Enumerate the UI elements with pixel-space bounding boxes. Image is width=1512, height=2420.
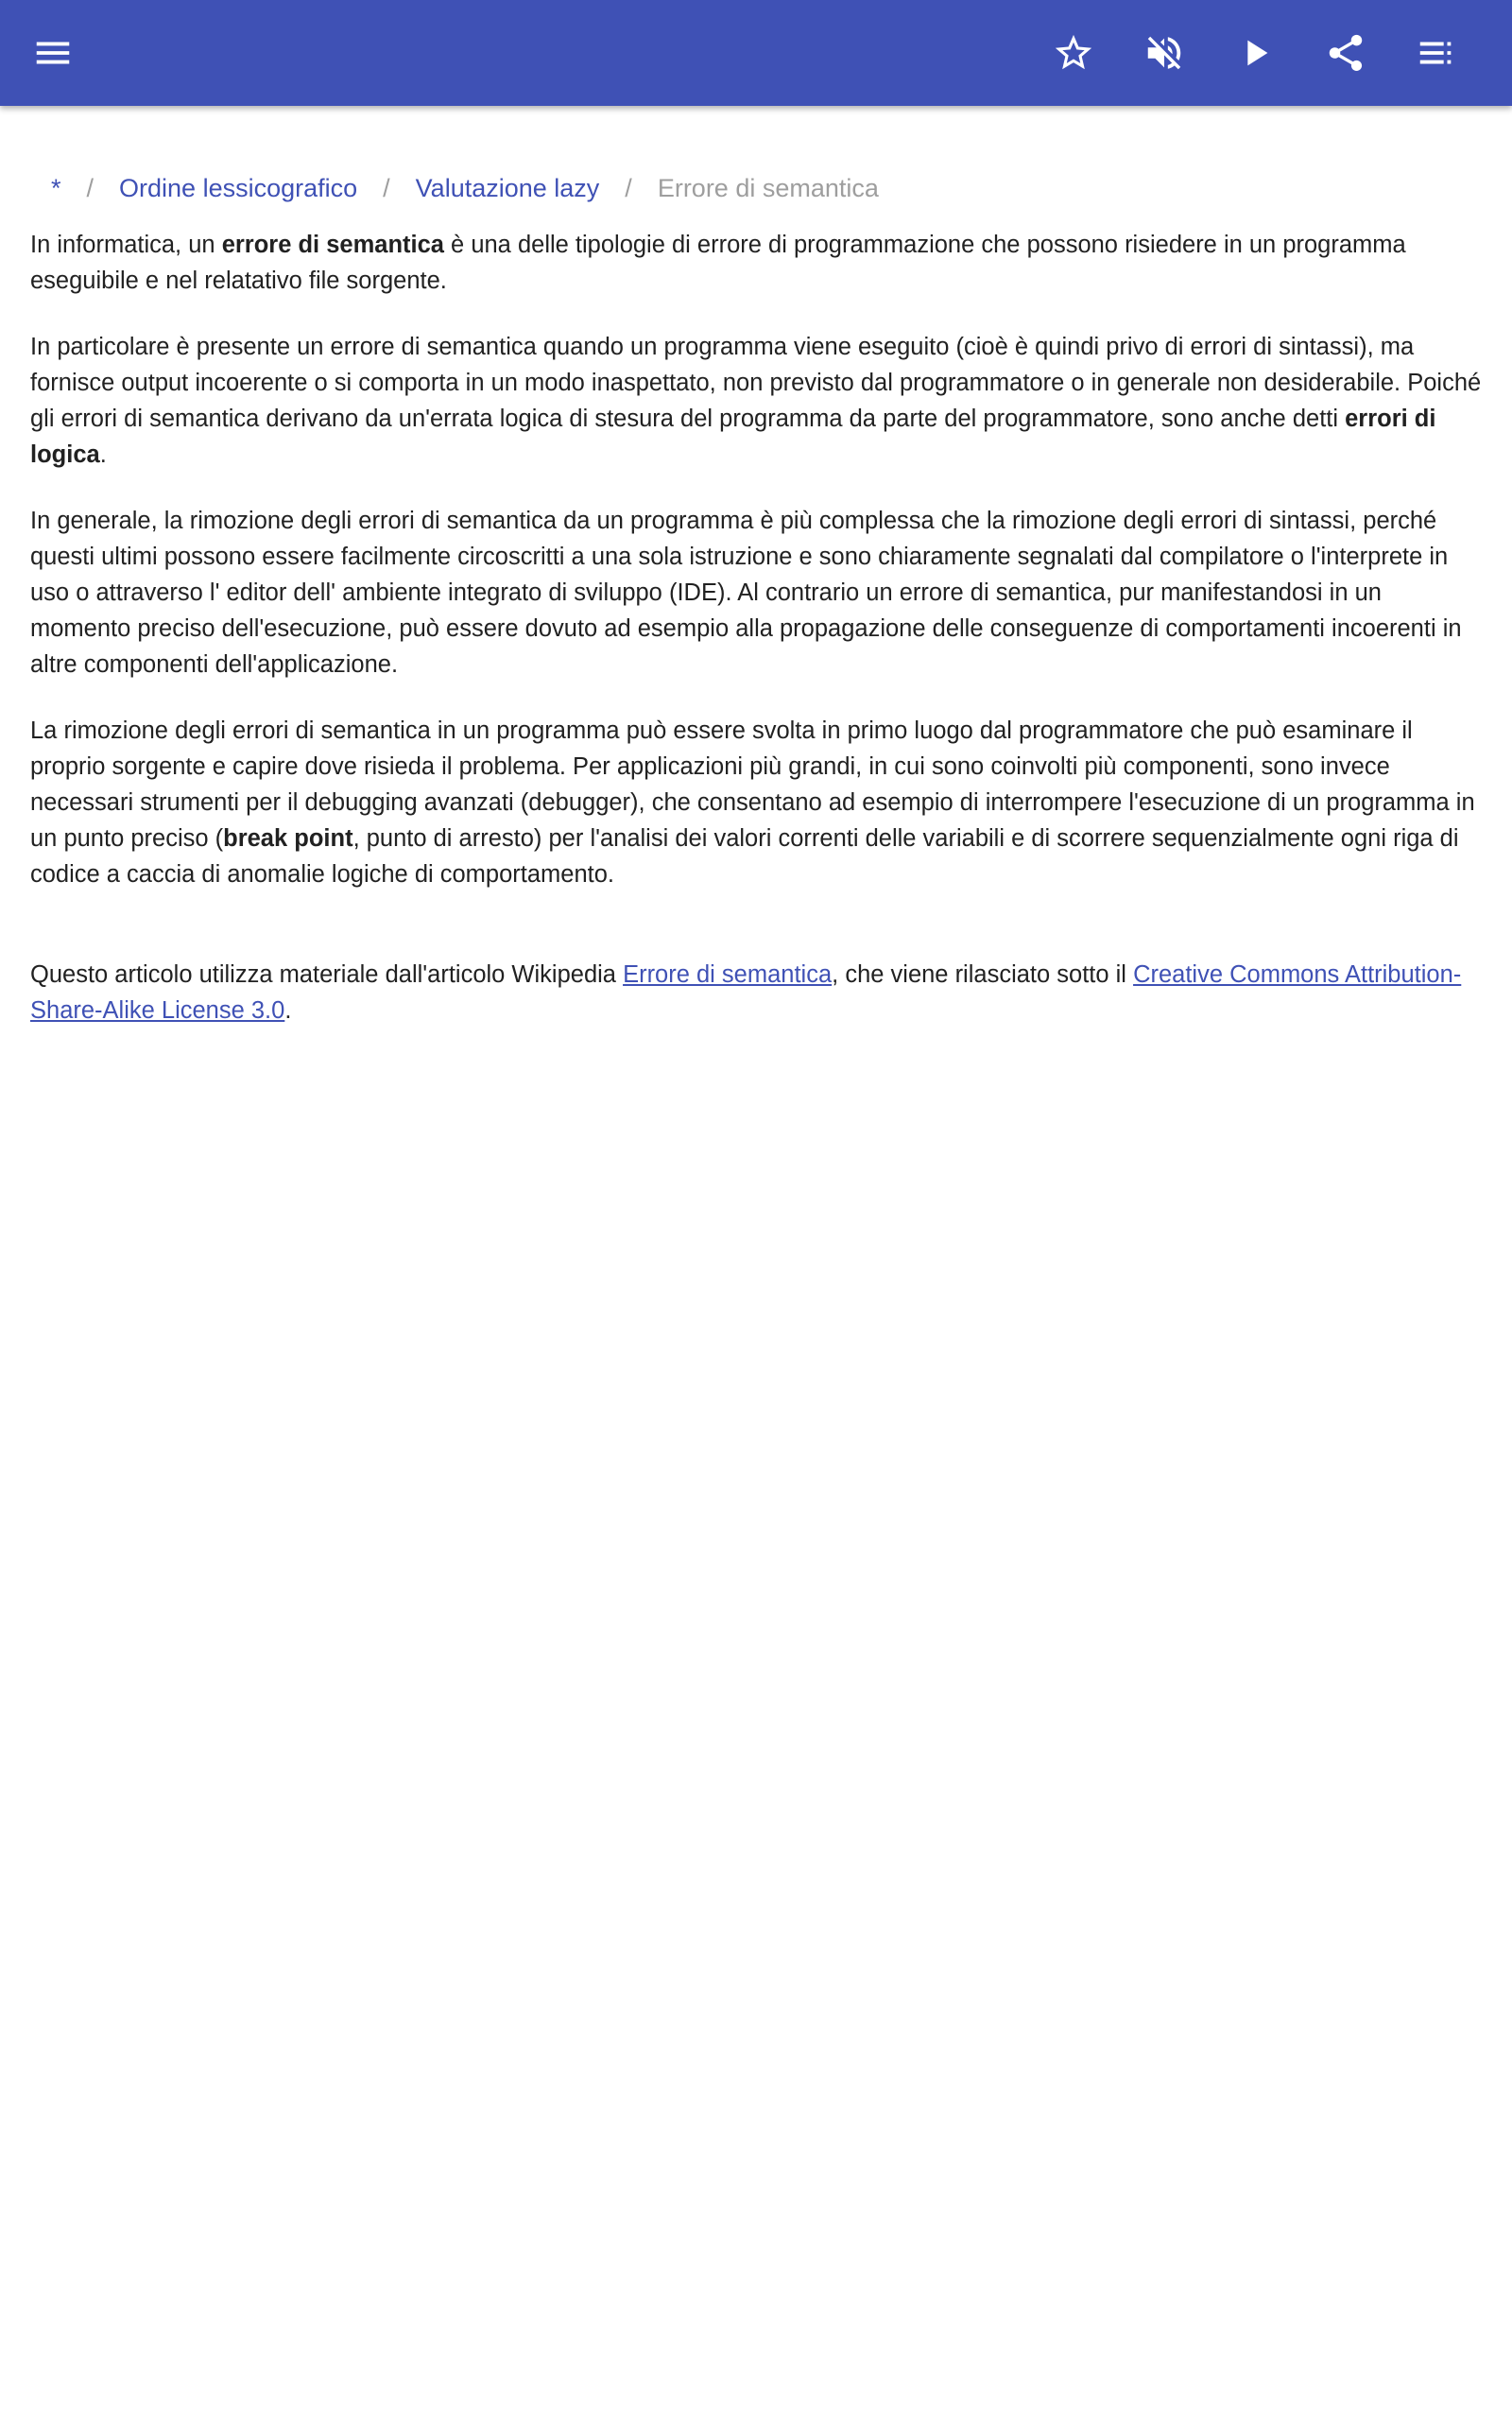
breadcrumb [30, 151, 1482, 225]
volume-off-icon [1143, 31, 1186, 75]
favorite-button[interactable] [1036, 15, 1111, 91]
paragraph-2 [30, 329, 1482, 473]
paragraph-3: In generale, la rimozione degli errori di semantica da un programma è più complessa che la rimozione degli errori di sintassi, perché questi ultimi possono essere facilmente circoscritti a una sola istruzione e sono chiaramente segnalati dal compilatore o l'interprete in uso o attraverso l' editor dell' ambiente integrato di sviluppo (IDE). Al contrario un errore di semantica, pur manifestandosi in un momento preciso dell'esecuzione, può essere dovuto ad esempio alla propagazione delle conseguenze di comportamenti incoerenti in altre componenti dell'applicazione. [30, 508, 1462, 678]
bold-term: errori di logica [30, 406, 1436, 468]
attribution-text: . [284, 997, 292, 1024]
paragraph-text: , punto di arresto) per l'analisi dei valori correnti delle variabili e di scorrere sequenzialmente ogni riga di codice a caccia di anomalie logiche di comportamento. [30, 825, 1459, 888]
menu-button[interactable] [15, 15, 91, 91]
menu-icon [31, 31, 75, 75]
paragraph-text: In informatica, un [30, 232, 222, 258]
playlist-icon [1415, 31, 1458, 75]
paragraph-text: La rimozione degli errori di semantica in un programma può essere svolta in primo luogo dal programmatore che può esaminare il proprio sorgente e capire dove risieda il problema. Per applicazioni più grandi, in cui sono coinvolti più componenti, sono invece necessari strumenti per il debugging avanzati (debugger), che consentano ad esempio di interrompere l'esecuzione di un programma in un punto preciso ( [30, 717, 1475, 852]
play-icon [1233, 31, 1277, 75]
attribution [30, 957, 1482, 1028]
article-content [30, 151, 1482, 1059]
app-bar [0, 0, 1512, 106]
bold-term: break point [223, 825, 353, 852]
share-button[interactable] [1308, 15, 1383, 91]
attribution-text: Questo articolo utilizza materiale dall'articolo Wikipedia [30, 961, 624, 988]
wikipedia-article-link[interactable]: Errore di semantica [623, 961, 833, 988]
bold-term: errore di semantica [221, 232, 444, 258]
play-button[interactable] [1217, 15, 1293, 91]
paragraph-text: è una delle tipologie di errore di programmazione che possono risiedere in un programma eseguibile e nel relatativo file sorgente. [30, 232, 1406, 294]
license-link[interactable]: Creative Commons Attribution-Share-Alike License 3.0 [30, 961, 1462, 1024]
breadcrumb-separator: / [383, 174, 390, 202]
mute-button[interactable] [1126, 15, 1202, 91]
paragraph-text: . [99, 441, 107, 468]
playlist-button[interactable] [1399, 15, 1474, 91]
breadcrumb-current: Errore di semantica [657, 174, 879, 202]
breadcrumb-item-ordine-lessicografico[interactable]: Ordine lessicografico [119, 174, 358, 202]
star-outline-icon [1052, 31, 1095, 75]
paragraph-4 [30, 713, 1482, 892]
breadcrumb-item-valutazione-lazy[interactable]: Valutazione lazy [415, 174, 600, 202]
paragraph-text: In particolare è presente un errore di semantica quando un programma viene eseguito (cioè è quindi privo di errori di sintassi), ma fornisce output incoerente o si comporta in un modo inaspettato, non previsto dal programmatore o in generale non desiderabile. Poiché gli errori di semantica derivano da un'errata logica di stesura del programma da parte del programmatore, sono anche detti [30, 334, 1482, 432]
attribution-text: , che viene rilasciato sotto il [832, 961, 1134, 988]
breadcrumb-separator: / [86, 174, 94, 202]
paragraph-1 [30, 227, 1482, 299]
share-icon [1324, 31, 1367, 75]
breadcrumb-item-home[interactable]: * [51, 174, 61, 202]
breadcrumb-separator: / [625, 174, 632, 202]
